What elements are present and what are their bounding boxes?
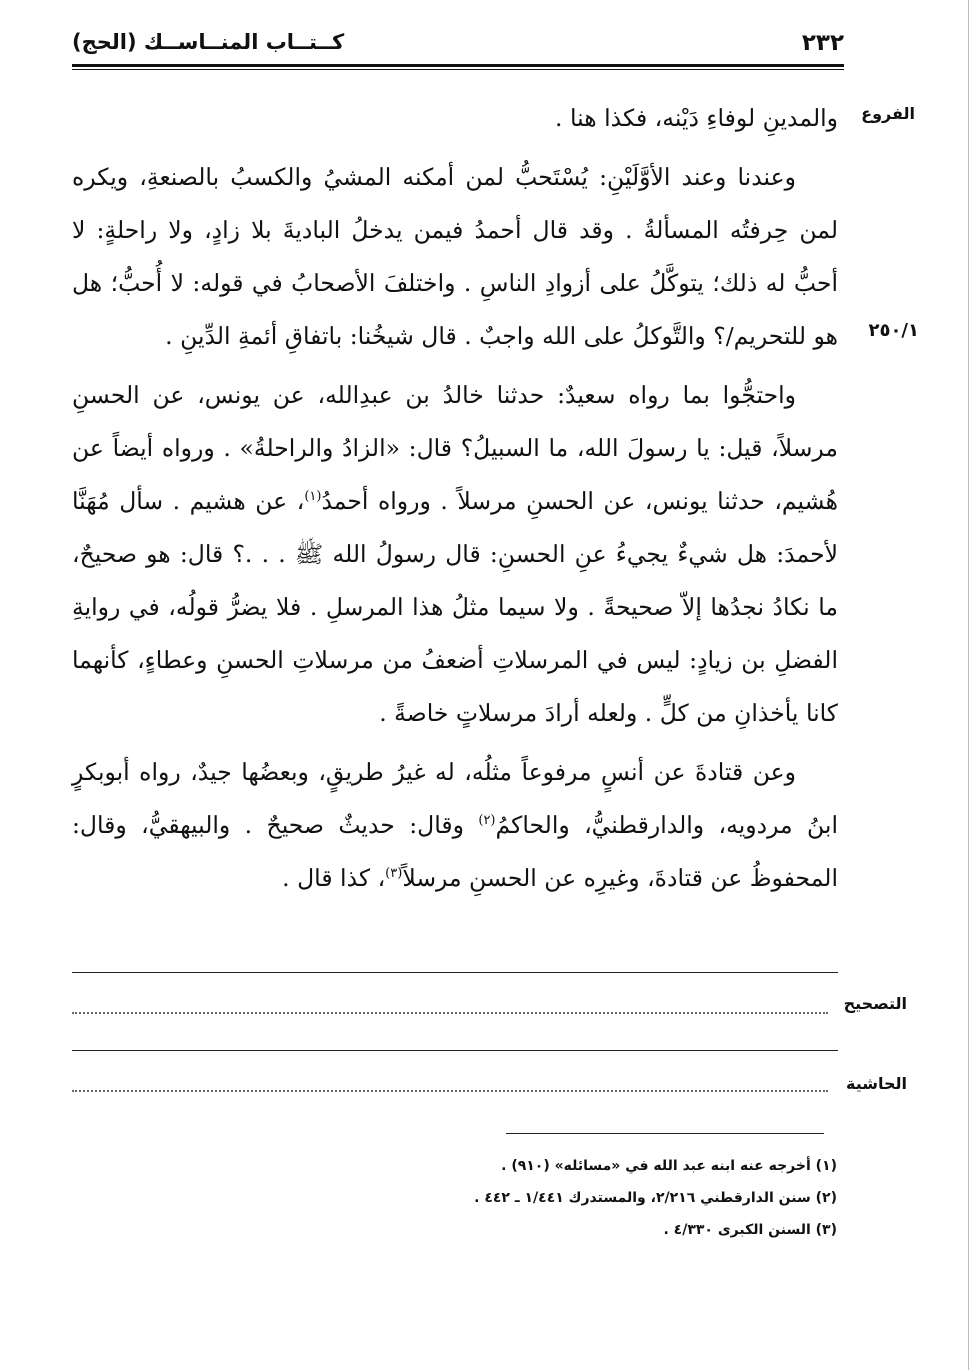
paragraph-0-text: والمدينِ لوفاءِ دَيْنه، فكذا هنا . <box>555 104 838 132</box>
annotation-dotted-line <box>72 1090 828 1092</box>
correction-label: التصحيح <box>843 994 907 1013</box>
footnote-1: (١) أخرجه عنه ابنه عبد الله في «مسائله» (٩١٠) . <box>501 1158 837 1174</box>
main-text <box>72 92 838 905</box>
footnote-ref-3: (٣) <box>385 866 403 882</box>
paragraph-3 <box>72 746 838 905</box>
text-end-rule <box>72 972 838 973</box>
paragraph-3-text-a: وعن قتادةَ عن أنسٍ مرفوعاً مثلُه، له غيرُ طريقٍ، وبعضُها جيدٌ، رواه أبوبكرٍ ابنُ مردويه، والدارقطنيُّ، والحاكمُ <box>72 758 838 839</box>
paragraph-2 <box>72 369 838 740</box>
paragraph-0 <box>72 92 838 145</box>
paragraph-1-text: وعندنا وعند الأوَّلَيْنِ: يُسْتَحبُّ لمن أمكنه المشيُ والكسبُ بالصنعةِ، ويكره لمن حِرفتُه المسألةُ . وقد قال أحمدُ فيمن يدخلُ الباديةَ بلا زادٍ، ولا راحلةٍ: لا أحبُّ له ذلك؛ يتوكَّلُ على أزوادِ الناسِ . واختلفَ الأصحابُ في قوله: لا أُحبُّ؛ هل هو للتحريم/؟ والتَّوكلُ على الله واجبٌ . قال شيخُنا: باتفاقِ أئمةِ الدِّينِ . <box>72 163 838 350</box>
header-rule-thin <box>72 69 844 70</box>
footnote-3: (٣) السنن الكبرى ٤/٣٣٠ . <box>663 1222 837 1238</box>
page-edge <box>968 0 969 1370</box>
footnote-2: (٢) سنن الدارقطني ٢/٢١٦، والمستدرك ١/٤٤١ ـ ٤٤٢ . <box>474 1190 837 1206</box>
paragraph-3-text-c: ، كذا قال . <box>282 864 386 892</box>
paragraph-3-text-b: وقال: حديثٌ صحيحٌ . والبيهقيُّ، وقال: المحفوظُ عن قتادةَ، وغيرِه عن الحسنِ مرسلاً <box>72 811 838 892</box>
running-title: كــتــاب المنــاســك (الحج) <box>72 30 345 54</box>
paragraph-2-text-b: ، عن هشيم . سأل مُهَنَّا لأحمدَ: هل شيءٌ يجيءُ عنِ الحسنِ: قال رسولُ الله ﷺ . . .؟ قال: هو صحيحٌ، ما نكادُ نجدُها إلاّ صحيحةً . ولا سيما مثلُ هذا المرسلِ . فلا يضرُّ قولُه، في روايةِ الفضلِ بن زيادٍ: ليس في المرسلاتِ أضعفُ من مرسلاتِ الحسنِ وعطاءٍ، كأنهما كانا يأخذانِ من كلٍّ . ولعله أرادَ مرسلاتٍ خاصةً . <box>72 487 838 727</box>
margin-volume-ref: ٢٥٠/١ <box>868 320 919 341</box>
annotation-label: الحاشية <box>846 1074 907 1093</box>
footnote-ref-2: (٢) <box>478 813 496 829</box>
footnotes <box>137 1150 837 1246</box>
footnote-ref-1: (١) <box>304 489 322 505</box>
page-number: ٢٣٢ <box>801 30 844 56</box>
footnote-rule <box>506 1133 824 1134</box>
margin-section-note: الفروع <box>861 104 915 123</box>
paragraph-2-text-a: واحتجُّوا بما رواه سعيدٌ: حدثنا خالدُ بن عبدِالله، عن يونس، عن الحسنِ مرسلاً، قيل: يا رسولَ الله، ما السبيلُ؟ قال: «الزادُ والراحلةُ» . ورواه أيضاً عن هُشيم، حدثنا يونس، عن الحسنِ مرسلاً . ورواه أحمدُ <box>72 381 839 515</box>
header-rule <box>72 64 844 67</box>
correction-dotted-line <box>72 1012 828 1014</box>
paragraph-1 <box>72 151 838 363</box>
page-header <box>72 28 844 64</box>
annotation-rule <box>72 1050 838 1051</box>
